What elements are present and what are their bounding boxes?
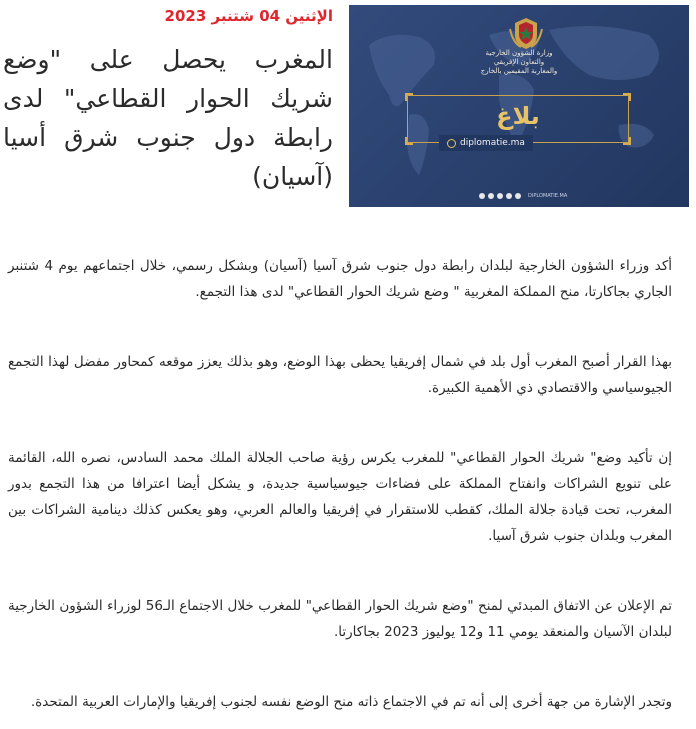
communique-label: بلاغ: [496, 102, 540, 130]
paragraph: إن تأكيد وضع" شريك الحوار القطاعي" للمغرب يكرس رؤية صاحب الجلالة الملك محمد السادس، نصره الله، القائمة على تنويع الشراكات وانفتاح المملكة على فضاءات جيوسياسية جديدة، و يشكل أيضا اعترافا من هذا التجمع بدور المغرب، تحت قيادة جلالة الملك، كقطب للاستقرار في إفريقيا والعالم العربي، وهو يعكس كذلك دينامية الشراكات بين المغرب وبلدان جنوب شرق آسيا.: [8, 450, 672, 544]
site-url: diplomatie.ma: [460, 138, 525, 148]
facebook-icon: [479, 193, 485, 199]
ministry-name: [369, 49, 669, 76]
globe-icon: [447, 139, 456, 148]
article-body: [8, 253, 672, 715]
youtube-icon: [506, 193, 512, 199]
linkedin-icon: [515, 193, 521, 199]
article-header: [0, 0, 696, 210]
site-tag: [439, 135, 533, 151]
instagram-icon: [497, 193, 503, 199]
frame-corner: [405, 93, 413, 101]
frame-corner: [623, 137, 631, 145]
social-handle: DIPLOMATIE.MA: [528, 193, 568, 199]
article-title: المغرب يحصل على "وضع شريك الحوار القطاعي" لدى رابطة دول جنوب شرق أسيا (آسيان): [3, 45, 333, 191]
ministry-line-3: والمغاربة المقيمين بالخارج: [480, 67, 558, 75]
frame-corner: [623, 93, 631, 101]
paragraph: تم الإعلان عن الاتفاق المبدئي لمنح "وضع شريك الحوار القطاعي" للمغرب خلال الاجتماع الـ56 لوزراء الشؤون الخارجية لبلدان الآسيان والمنعقد يومي 11 و12 يوليوز 2023 بجاكارتا.: [8, 598, 672, 640]
ministry-line-1: وزارة الشؤون الخارجية: [485, 49, 553, 57]
paragraph: بهذا القرار أصبح المغرب أول بلد في شمال إفريقيا يحظى بهذا الوضع، وهو بذلك يعزز موقعه كمحاور مفضل لهذا التجمع الجيوسياسي والاقتصادي ذي الأهمية الكبيرة.: [8, 354, 672, 396]
frame-corner: [405, 137, 413, 145]
publish-date: الإثنين 04 شتنبر 2023: [164, 7, 333, 25]
social-icons: [479, 193, 567, 199]
paragraph: وتجدر الإشارة من جهة أخرى إلى أنه تم في الاجتماع ذاته منح الوضع نفسه لجنوب إفريقيا والإمارات العربية المتحدة.: [30, 694, 672, 710]
paragraph: أكد وزراء الشؤون الخارجية لبلدان رابطة دول جنوب شرق آسيا (آسيان) وبشكل رسمي، خلال اجتماعهم يوم 4 شتنبر الجاري بجاكارتا، منح المملكة المغربية " وضع شريك الحوار القطاعي" لدى هذا التجمع.: [8, 258, 672, 300]
moroccan-crest-icon: [507, 15, 545, 51]
ministry-line-2: والتعاون الإفريقي: [493, 58, 545, 66]
hero-image[interactable]: [349, 5, 689, 207]
twitter-icon: [488, 193, 494, 199]
